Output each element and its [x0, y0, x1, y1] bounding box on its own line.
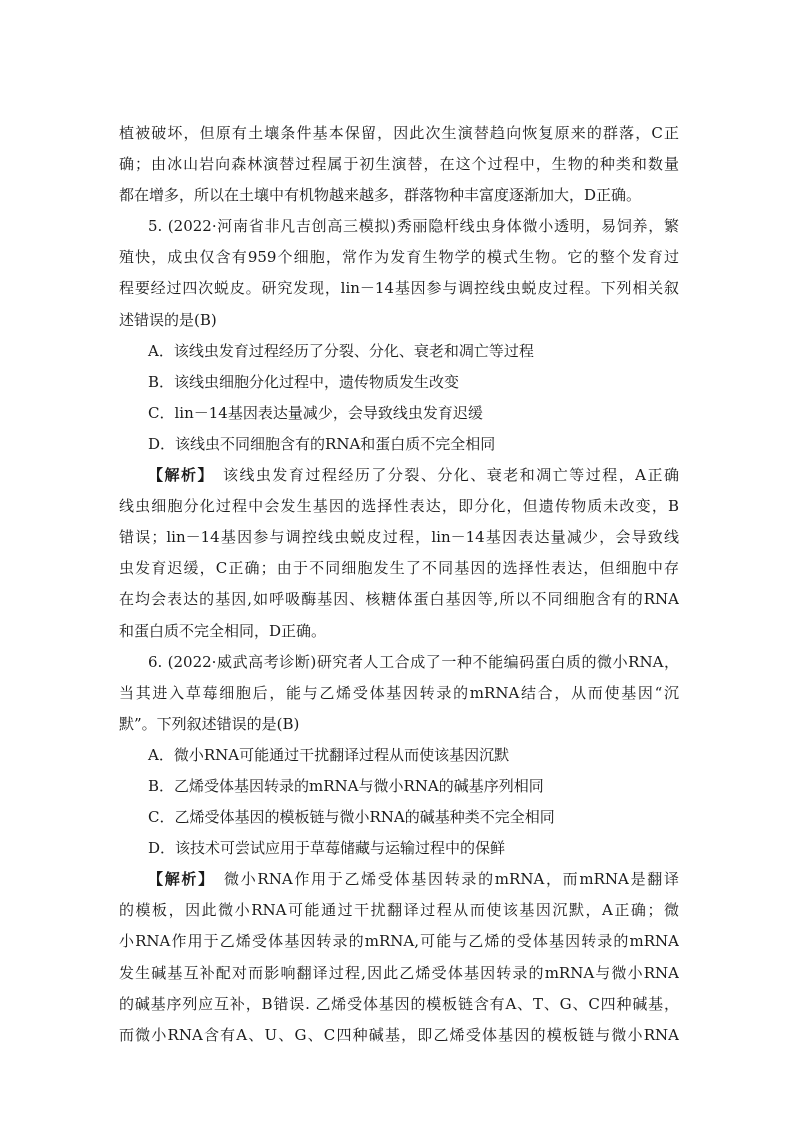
line-text: 6. (2022·威武高考诊断)研究者人工合成了一种不能编码蛋白质的微小RNA，: [148, 652, 679, 671]
text-line: [119, 584, 679, 615]
option-line: [119, 336, 679, 367]
line-text: 5. (2022·河南省非凡吉创高三模拟)秀丽隐杆线虫身体微小透明，易饲养，繁: [148, 217, 679, 236]
line-text: B．乙烯受体基因转录的mRNA与微小RNA的碱基序列相同: [148, 776, 544, 795]
line-text: A．微小RNA可能通过干扰翻译过程从而使该基因沉默: [148, 745, 510, 764]
line-text: 都在增多，所以在土壤中有机物越来越多，群落物种丰富度逐渐加大，D正确。: [119, 186, 642, 205]
line-text: 殖快，成虫仅含有959个细胞，常作为发育生物学的模式生物。它的整个发育过: [119, 248, 679, 267]
text-line: [119, 273, 679, 304]
line-text: 的碱基序列应互补，B错误. 乙烯受体基因的模板链含有A、T、G、C四种碱基，: [119, 994, 679, 1013]
line-text: 的模板，因此微小RNA可能通过干扰翻译过程从而使该基因沉默，A正确；微: [119, 901, 679, 920]
line-text: 程要经过四次蜕皮。研究发现，lin－14基因参与调控线虫蜕皮过程。下列相关叙: [119, 279, 679, 298]
text-line: [119, 958, 679, 989]
line-text: C．乙烯受体基因的模板链与微小RNA的碱基种类不完全相同: [148, 808, 555, 827]
option-line: [119, 429, 679, 460]
text-line: [119, 553, 679, 584]
option-line: [119, 367, 679, 398]
option-line: [119, 802, 679, 833]
analysis-tag: 【解析】: [148, 870, 208, 889]
text-line: [119, 926, 679, 957]
line-text: 和蛋白质不完全相同，D正确。: [119, 621, 327, 640]
line-text: C．lin－14基因表达量减少，会导致线虫发育迟缓: [148, 403, 483, 422]
line-text: 在均会表达的基因,如呼吸酶基因、核糖体蛋白基因等,所以不同细胞含有的RNA: [119, 590, 679, 609]
text-line: [119, 709, 679, 740]
text-line: [119, 180, 679, 211]
line-text: 植被破坏，但原有土壤条件基本保留，因此次生演替趋向恢复原来的群落，C正: [119, 124, 679, 142]
text-line: [119, 491, 679, 522]
line-text: 发生碱基互补配对而影响翻译过程,因此乙烯受体基因转录的mRNA与微小RNA: [119, 963, 679, 982]
text-line: [119, 1020, 679, 1051]
line-text: D．该技术可尝试应用于草莓储藏与运输过程中的保鲜: [148, 839, 506, 858]
line-text: 错误；lin－14基因参与调控线虫蜕皮过程，lin－14基因表达量减少，会导致线: [119, 528, 679, 547]
line-text: 该线虫发育过程经历了分裂、分化、衰老和凋亡等过程，A正确: [206, 466, 679, 485]
text-line: [119, 864, 679, 895]
text-line: [119, 616, 679, 647]
line-text: 虫发育迟缓，C正确；由于不同细胞发生了不同基因的选择性表达，但细胞中存: [119, 559, 679, 578]
document-page: [119, 118, 679, 1051]
line-text: 当其进入草莓细胞后，能与乙烯受体基因转录的mRNA结合，从而使基因“沉: [119, 683, 679, 702]
text-line: [119, 242, 679, 273]
text-line: [119, 211, 679, 242]
text-line: [119, 149, 679, 180]
line-text: D．该线虫不同细胞含有的RNA和蛋白质不完全相同: [148, 434, 496, 453]
line-text: 默”。下列叙述错误的是(B): [119, 714, 300, 733]
text-line: [119, 678, 679, 709]
text-line: [119, 305, 679, 336]
line-text: 小RNA作用于乙烯受体基因转录的mRNA,可能与乙烯的受体基因转录的mRNA: [119, 932, 679, 951]
text-line: [119, 522, 679, 553]
text-line: [119, 118, 679, 149]
line-text: 微小RNA作用于乙烯受体基因转录的mRNA，而mRNA是翻译: [207, 870, 679, 889]
option-line: [119, 833, 679, 864]
text-line: [119, 460, 679, 491]
option-line: [119, 398, 679, 429]
text-line: [119, 647, 679, 678]
option-line: [119, 771, 679, 802]
text-line: [119, 895, 679, 926]
line-text: 确；由冰山岩向森林演替过程属于初生演替，在这个过程中，生物的种类和数量: [119, 155, 679, 174]
line-text: 线虫细胞分化过程中会发生基因的选择性表达，即分化，但遗传物质未改变，B: [119, 497, 679, 516]
option-line: [119, 740, 679, 771]
text-line: [119, 989, 679, 1020]
line-text: A．该线虫发育过程经历了分裂、分化、衰老和凋亡等过程: [148, 341, 534, 360]
analysis-tag: 【解析】: [148, 466, 207, 485]
line-text: 而微小RNA含有A、U、G、C四种碱基，即乙烯受体基因的模板链与微小RNA: [119, 1025, 679, 1044]
line-text: B．该线虫细胞分化过程中，遗传物质发生改变: [148, 372, 460, 391]
line-text: 述错误的是(B): [119, 310, 217, 329]
